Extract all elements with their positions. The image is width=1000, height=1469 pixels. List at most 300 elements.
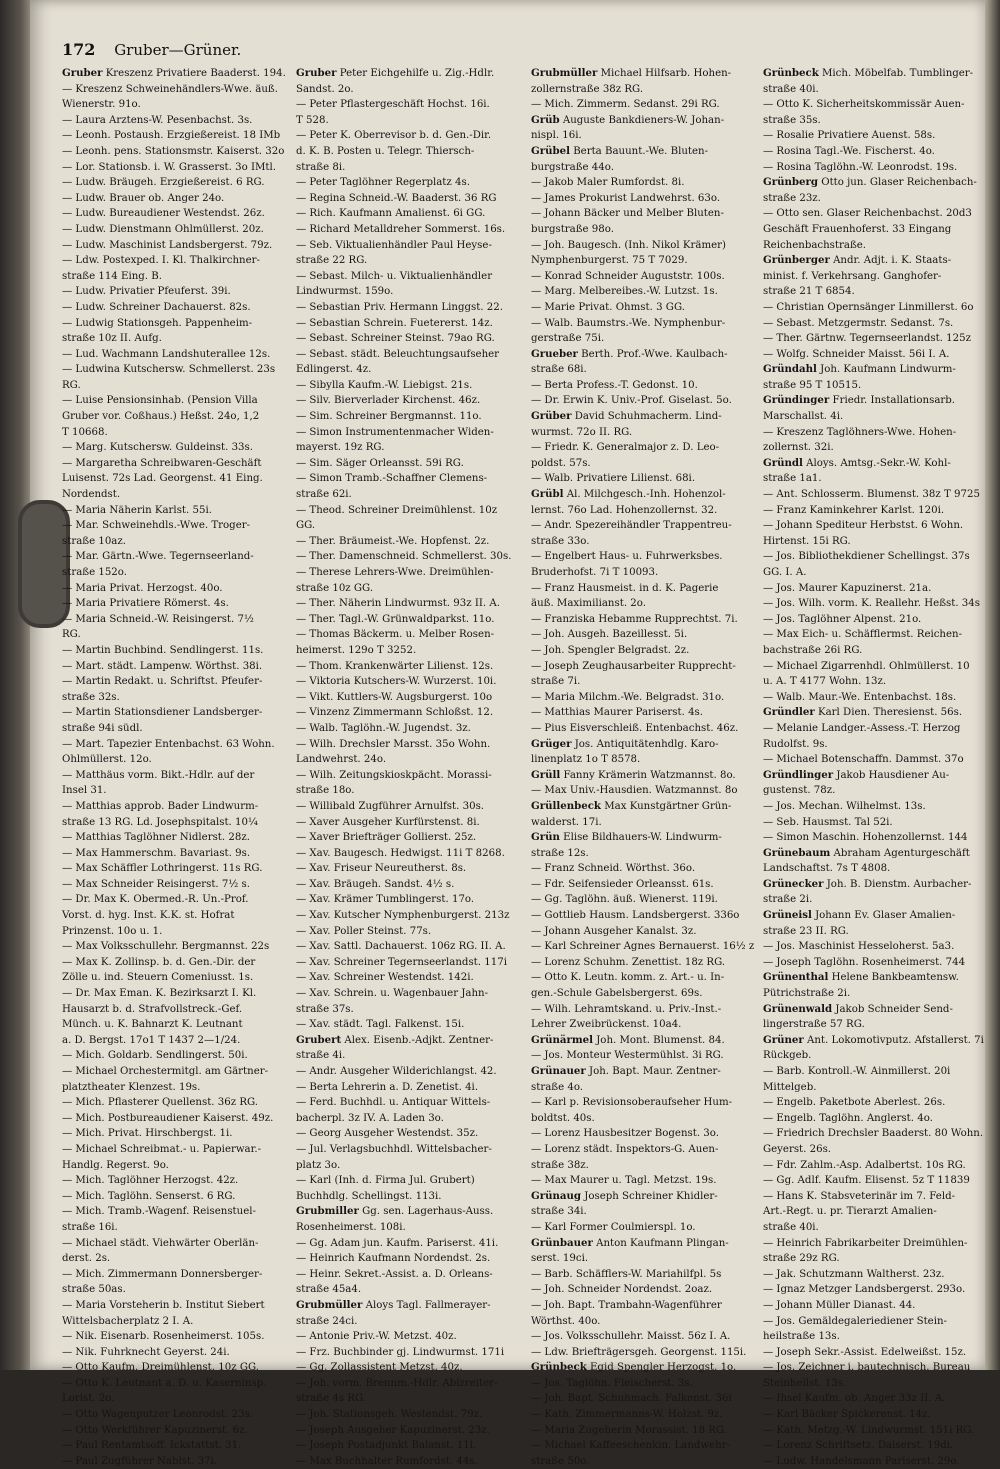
entry-text: — Karl Schreiner Agnes Bernauerst. 16½ z (531, 941, 755, 953)
entry-text: — Ludw. Maschinist Landsbergerst. 79z. (62, 239, 273, 251)
entry-text: — Michael Schreibmat.- u. Papierwar.- (62, 1143, 262, 1155)
directory-entry-line (763, 160, 978, 176)
directory-entry-line (296, 1423, 521, 1439)
entry-text: — Maria Privatiere Römerst. 4s. (62, 598, 229, 610)
directory-entry-line (62, 128, 287, 144)
directory-entry-line (763, 939, 978, 955)
entry-text: — Otto Kaufm. Dreimühlenst. 10z GG. (62, 1362, 259, 1374)
entry-text: — Engelb. Taglöhn. Anglerst. 4o. (763, 1112, 933, 1124)
directory-entry-line (531, 331, 756, 347)
surname-heading: Grünauer (531, 1065, 586, 1077)
directory-entry-line (296, 409, 521, 425)
directory-entry-line (62, 191, 287, 207)
entry-text: — Mart. städt. Lampenw. Wörthst. 38i. (62, 660, 263, 672)
directory-entry-line (296, 331, 521, 347)
directory-entry-line (531, 409, 756, 425)
directory-entry-line (296, 939, 521, 955)
directory-entry-line (62, 674, 287, 690)
directory-entry-line (531, 160, 756, 176)
directory-entry-line (531, 659, 756, 675)
directory-entry-line (62, 643, 287, 659)
directory-entry-line (62, 1002, 287, 1018)
entry-text: Johann Ev. Glaser Amalien- (811, 910, 956, 922)
entry-text: minist. f. Verkehrsang. Ganghofer- (763, 270, 942, 282)
entry-text: — Ihsel Kaufm. ob. Anger 33z II. A. (763, 1393, 946, 1405)
entry-text: Pütrichstraße 2i. (763, 988, 851, 1000)
directory-entry-line (531, 1438, 756, 1454)
directory-entry-line (763, 1282, 978, 1298)
directory-entry-line (531, 1298, 756, 1314)
entry-text: — Otto K. Leutnant a. D. u. Kaserninsp. (62, 1377, 267, 1389)
directory-entry-line (62, 955, 287, 971)
entry-text: Helene Bankbeamtensw. (828, 972, 959, 984)
entry-text: platztheater Klenzest. 19s. (62, 1081, 201, 1093)
entry-text: — Ther. Näherin Lindwurmst. 93z II. A. (296, 598, 500, 610)
directory-entry-line (296, 1360, 521, 1376)
entry-text: Anton Kaufmann Plingan- (592, 1237, 729, 1249)
directory-entry-line (763, 1329, 978, 1345)
directory-entry-line (62, 144, 287, 160)
entry-text: — Lud. Wachmann Landshuterallee 12s. (62, 348, 271, 360)
directory-entry-line (531, 456, 756, 472)
entry-text: — Engelb. Paketbote Aberlest. 26s. (763, 1097, 946, 1109)
directory-entry-line (531, 1220, 756, 1236)
directory-entry-line (763, 238, 978, 254)
surname-heading: Grünärmel (531, 1033, 593, 1046)
entry-text: — Max Eich- u. Schäfflermst. Reichen- (763, 629, 963, 641)
entry-text: — Thom. Krankenwärter Lilienst. 12s. (296, 660, 494, 672)
directory-entry-line (763, 768, 978, 784)
entry-text: Aloys Tagl. Fallmerayer- (362, 1299, 491, 1311)
directory-entry-line (62, 160, 287, 176)
directory-entry-line (296, 269, 521, 285)
entry-text: gen.-Schule Gabelsbergerst. 69s. (531, 988, 703, 1000)
entry-text: Mich. Möbelfab. Tumblinger- (818, 68, 974, 79)
directory-entry-line (296, 378, 521, 394)
page-edge-right (985, 0, 1000, 1370)
directory-column-2 (296, 66, 521, 1467)
directory-entry-line (296, 1298, 521, 1314)
entry-text: straße 62i. (296, 489, 352, 501)
directory-entry-line (531, 1064, 756, 1080)
directory-entry-line (531, 1236, 756, 1252)
entry-text: David Schuhmacherm. Lind- (571, 411, 722, 423)
directory-entry-line (763, 815, 978, 831)
directory-entry-line (531, 191, 756, 207)
entry-text: d. K. B. Posten u. Telegr. Thiersch- (296, 145, 475, 157)
entry-text: straße 16i. (62, 1221, 118, 1233)
directory-entry-line (296, 1111, 521, 1127)
entry-text: — Ant. Schlosserm. Blumenst. 38z T 9725 (763, 489, 980, 501)
entry-text: — Xav. Sattl. Dachauerst. 106z RG. II. A. (296, 941, 506, 953)
entry-text: Wörthst. 40o. (531, 1315, 601, 1327)
directory-entry-line (62, 846, 287, 862)
entry-text: — Margaretha Schreibwaren-Geschäft (62, 457, 262, 469)
directory-entry-line (296, 206, 521, 222)
entry-text: straße 18o. (296, 785, 355, 797)
directory-entry-line (763, 643, 978, 659)
entry-text: Nordendst. (62, 489, 121, 501)
entry-text: straße 29z RG. (763, 1253, 840, 1265)
directory-entry-line (763, 316, 978, 332)
directory-entry-line (296, 97, 521, 113)
directory-entry-line (62, 908, 287, 924)
directory-entry-line (296, 690, 521, 706)
directory-entry-line (62, 1267, 287, 1283)
directory-entry-line (62, 877, 287, 893)
entry-text: — Kreszenz Taglöhners-Wwe. Hohen- (763, 426, 957, 438)
entry-text: — Mich. Privat. Hirschbergst. 1i. (62, 1128, 233, 1140)
directory-column-4 (763, 66, 984, 1467)
entry-text: — Xav. Baugesch. Hedwigst. 11i T 8268. (296, 847, 505, 859)
surname-heading: Grubmüller (296, 1298, 363, 1311)
entry-text: — Xav. Kutscher Nymphenburgerst. 213z (296, 910, 510, 922)
entry-text: Otto jun. Glaser Reichenbach- (817, 177, 977, 189)
entry-text: — Paul Rentamtsoff. Ickstattst. 31. (62, 1440, 242, 1452)
entry-text: — Johann Bäcker und Melber Bluten- (531, 208, 724, 220)
directory-entry-line (296, 1048, 521, 1064)
entry-text: Rudolfst. 9s. (763, 738, 828, 750)
directory-entry-line (62, 534, 287, 550)
entry-text: — Leonh. Postaush. Erzgießereist. 18 IMb (62, 130, 281, 142)
entry-text: Joseph Schreiner Khidler- (581, 1190, 718, 1202)
entry-text: — Otto Werkführer Kapuzinerst. 6z. (62, 1424, 248, 1436)
entry-text: — Joseph Taglöhn. Rosenheimerst. 744 (763, 956, 966, 968)
directory-entry-line (296, 316, 521, 332)
entry-text: — Xav. Schreiner Tegernseerlandst. 117i (296, 956, 507, 968)
entry-text: straße 13 RG. Ld. Josephspitalst. 10¼ (62, 816, 258, 828)
entry-text: — Vinzenz Zimmermann Schloßst. 12. (296, 707, 494, 719)
directory-entry-line (531, 643, 756, 659)
entry-text: Marschallst. 4i. (763, 411, 844, 423)
directory-entry-line (296, 456, 521, 472)
directory-entry-line (296, 783, 521, 799)
directory-entry-line (763, 1173, 978, 1189)
entry-text: — Walb. Baumstrs.-We. Nymphenbur- (531, 317, 726, 329)
directory-entry-line (62, 238, 287, 254)
surname-heading: Gründl (763, 456, 803, 469)
entry-text: gerstraße 75i. (531, 333, 605, 345)
entry-text: — Joseph Postadjunkt Balanst. 11i. (296, 1440, 477, 1452)
directory-entry-line (763, 924, 978, 940)
directory-entry-line (62, 1111, 287, 1127)
surname-heading: Grünbeck (531, 1361, 587, 1374)
book-spine-edge (0, 0, 30, 1370)
entry-text: — Fdr. Zahlm.-Asp. Adalbertst. 10s RG. (763, 1159, 966, 1171)
entry-text: — Otto Wagenputzer Leonrodst. 23s. (62, 1409, 254, 1421)
entry-text: — Rich. Kaufmann Amalienst. 6i GG. (296, 208, 486, 220)
entry-text: — Martin Redakt. u. Schriftst. Pfeufer- (62, 676, 263, 688)
entry-text: Fanny Krämerin Watzmannst. 8o. (560, 769, 736, 781)
page-number: 172 (62, 40, 96, 59)
directory-entry-line (763, 986, 978, 1002)
directory-entry-line (62, 1158, 287, 1174)
directory-entry-line (763, 425, 978, 441)
entry-text: Michael Hilfsarb. Hohen- (597, 68, 732, 79)
entry-text: Joh. Mont. Blumenst. 84. (592, 1034, 725, 1046)
entry-text: linenplatz 1o T 8578. (531, 754, 641, 766)
directory-entry-line (763, 908, 978, 924)
entry-text: Hirtenst. 15i RG. (763, 535, 851, 547)
running-header (62, 40, 241, 60)
entry-text: Hausarzt b. d. Strafvollstreck.-Gef. (62, 1003, 243, 1015)
surname-heading: Grueber (531, 347, 578, 360)
entry-text: — Max Univ.-Hausdien. Watzmannst. 8o (531, 785, 738, 797)
surname-heading: Grünecker (763, 877, 824, 890)
entry-text: Auguste Bankdieners-W. Johan- (559, 114, 725, 126)
entry-text: — Xav. Krämer Tumblingerst. 17o. (296, 894, 475, 906)
entry-text: u. A. T 4177 Wohn. 13z. (763, 676, 887, 688)
directory-entry-line (62, 1345, 287, 1361)
directory-entry-line (296, 160, 521, 176)
entry-text: — Walb. Privatiere Lilienst. 68i. (531, 473, 696, 485)
entry-text: nispl. 16i. (531, 130, 582, 142)
directory-entry-line (62, 1220, 287, 1236)
entry-text: — Mich. Taglöhn. Senserst. 6 RG. (62, 1190, 236, 1202)
directory-entry-line (62, 1391, 287, 1407)
directory-entry-line (763, 269, 978, 285)
entry-text: poldst. 57s. (531, 457, 591, 469)
directory-entry-line (531, 612, 756, 628)
entry-text: — Christian Opernsänger Linmillerst. 6o (763, 301, 974, 313)
directory-entry-line (296, 1267, 521, 1283)
entry-text: Wienerstr. 91o. (62, 99, 141, 111)
entry-text: — Simon Instrumentenmacher Widen- (296, 426, 494, 438)
surname-heading: Grünberger (763, 254, 830, 267)
entry-text: — Pius Eisverschleiß. Entenbachst. 46z. (531, 722, 739, 734)
entry-text: — Karl p. Revisionsoberaufseher Hum- (531, 1097, 733, 1109)
directory-entry-line (296, 924, 521, 940)
directory-entry-line (296, 799, 521, 815)
entry-text: — Johann Ausgeher Kanalst. 3z. (531, 925, 697, 937)
entry-text: — Michael Botenschaffn. Dammst. 37o (763, 754, 964, 766)
entry-text: — Rosina Taglöhn.-W. Leonrodst. 19s. (763, 161, 958, 173)
directory-entry-line (62, 471, 287, 487)
directory-entry-line (531, 393, 756, 409)
entry-text: — Johann Müller Dianast. 44. (763, 1299, 916, 1311)
entry-text: Buchhdlg. Schellingst. 113i. (296, 1190, 442, 1202)
entry-text: — Ldw. Postexped. I. Kl. Thalkirchner- (62, 255, 260, 267)
directory-entry-line (296, 425, 521, 441)
surname-heading: Grünebaum (763, 846, 831, 859)
entry-text: GG. (296, 520, 316, 532)
directory-entry-line (531, 1111, 756, 1127)
directory-entry-line (531, 1267, 756, 1283)
directory-entry-line (531, 1360, 756, 1376)
entry-text: — Richard Metalldreher Sommerst. 16s. (296, 223, 506, 235)
entry-text: straße 50as. (62, 1284, 126, 1296)
entry-text: — Max K. Zollinsp. b. d. Gen.-Dir. der (62, 956, 256, 968)
directory-entry-line (62, 1173, 287, 1189)
entry-text: Abraham Agenturgeschäft (830, 847, 970, 859)
directory-entry-line (531, 627, 756, 643)
entry-text: — Ludw. Brauer ob. Anger 24o. (62, 192, 225, 204)
directory-entry-line (62, 1189, 287, 1205)
directory-entry-line (296, 674, 521, 690)
entry-text: straße 35s. (763, 114, 821, 126)
entry-text: — Joseph Sekr.-Assist. Edelweißst. 15z. (763, 1346, 967, 1358)
entry-text: — Franz Schneid. Wörthst. 36o. (531, 863, 696, 875)
entry-text: straße 22 RG. (296, 255, 368, 267)
directory-entry-line (296, 1095, 521, 1111)
directory-entry-line (763, 503, 978, 519)
directory-entry-line (763, 1236, 978, 1252)
entry-text: — Matthias Taglöhner Nidlerst. 28z. (62, 832, 250, 844)
directory-entry-line (296, 82, 521, 98)
directory-entry-line (763, 347, 978, 363)
directory-entry-line (296, 534, 521, 550)
entry-text: — Jul. Verlagsbuchhdl. Wittelsbacher- (296, 1143, 492, 1155)
entry-text: — James Prokurist Landwehrst. 63o. (531, 192, 721, 204)
directory-entry-line (296, 1017, 521, 1033)
directory-entry-line (531, 1033, 756, 1049)
directory-entry-line (296, 830, 521, 846)
entry-text: heilstraße 13s. (763, 1331, 840, 1343)
entry-text: — Heinrich Fabrikarbeiter Dreimühlen- (763, 1237, 968, 1249)
entry-text: — Seb. Hausmst. Tal 52i. (763, 816, 893, 828)
entry-text: — Otto K. Leutn. komm. z. Art.- u. In- (531, 972, 725, 984)
surname-heading: Grubert (296, 1033, 342, 1046)
directory-entry-line (531, 768, 756, 784)
directory-entry-line (62, 1048, 287, 1064)
directory-entry-line (531, 1251, 756, 1267)
directory-entry-line (296, 518, 521, 534)
entry-text: Nymphenburgerst. 75 T 7029. (531, 255, 688, 267)
directory-entry-line (763, 752, 978, 768)
directory-entry-line (763, 596, 978, 612)
directory-entry-line (296, 768, 521, 784)
entry-text: — Ldw. Briefträgersgeh. Georgenst. 115i. (531, 1346, 747, 1358)
surname-heading: Grünberg (763, 176, 818, 189)
surname-heading: Gruber (296, 67, 337, 79)
directory-entry-line (62, 737, 287, 753)
entry-text: — Franziska Hebamme Rupprechtst. 7i. (531, 613, 738, 625)
directory-entry-line (531, 347, 756, 363)
directory-entry-line (296, 471, 521, 487)
entry-text: Vorst. d. hyg. Inst. K.K. st. Hofrat (62, 910, 235, 922)
entry-text: — Ther. Bräumeist.-We. Hopfenst. 2z. (296, 535, 490, 547)
entry-text: — Andr. Ausgeher Wilderichlangst. 42. (296, 1066, 497, 1077)
directory-entry-line (763, 409, 978, 425)
directory-entry-line (763, 1407, 978, 1423)
directory-entry-line (531, 1048, 756, 1064)
entry-text: — Jakob Maler Rumfordst. 8i. (531, 177, 685, 189)
directory-entry-line (763, 300, 978, 316)
directory-entry-line (763, 1267, 978, 1283)
directory-entry-line (531, 581, 756, 597)
entry-text: — Jos. Gemäldegaleriediener Stein- (763, 1315, 947, 1327)
entry-text: burgstraße 44o. (531, 161, 614, 173)
directory-entry-line (296, 1002, 521, 1018)
surname-heading: Grübl (531, 488, 564, 501)
entry-text: straße 4o. (531, 1081, 584, 1093)
directory-entry-line (296, 1173, 521, 1189)
entry-text: Ohlmüllerst. 12o. (62, 754, 152, 766)
entry-text: — Ther. Damenschneid. Schmellerst. 30s. (296, 551, 512, 563)
directory-entry-line (62, 705, 287, 721)
directory-entry-line (531, 284, 756, 300)
directory-entry-line (763, 565, 978, 581)
entry-text: — Sebastian Schrein. Fuetererst. 14z. (296, 317, 493, 329)
entry-text: — Therese Lehrers-Wwe. Dreimühlen- (296, 567, 494, 578)
entry-text: — Jos. Mechan. Wilhelmst. 13s. (763, 800, 926, 812)
surname-heading: Grüll (531, 768, 561, 781)
directory-entry-line (531, 1173, 756, 1189)
entry-text: Gg. sen. Lagerhaus-Auss. (358, 1206, 494, 1218)
entry-text: — Mart. Tapezier Entenbachst. 63 Wohn. (62, 738, 275, 750)
directory-entry-line (62, 721, 287, 737)
directory-entry-line (62, 1298, 287, 1314)
entry-text: — Paul Zugführer Nablst. 37i. (62, 1455, 218, 1467)
entry-text: Mittelgeb. (763, 1081, 817, 1093)
entry-text: straße 50o. (531, 1455, 590, 1467)
entry-text: — Sim. Schreiner Bergmannst. 11o. (296, 411, 482, 423)
entry-text: — Gg. Adam jun. Kaufm. Pariserst. 41i. (296, 1237, 499, 1249)
directory-entry-line (62, 1360, 287, 1376)
directory-entry-line (763, 471, 978, 487)
entry-text: — Gg. Adlf. Kaufm. Elisenst. 5z T 11839 (763, 1175, 970, 1187)
directory-entry-line (62, 440, 287, 456)
directory-entry-line (531, 752, 756, 768)
entry-text: — Gg. Zollassistent Metzst. 40z. (296, 1362, 463, 1374)
entry-text: straße 68i. (531, 364, 587, 376)
entry-text: — Sebast. Milch- u. Viktualienhändler (296, 270, 493, 282)
directory-entry-line (62, 1064, 287, 1080)
directory-entry-line (296, 1282, 521, 1298)
directory-entry-line (296, 908, 521, 924)
directory-entry-line (62, 939, 287, 955)
directory-entry-line (531, 534, 756, 550)
directory-entry-line (62, 815, 287, 831)
directory-entry-line (62, 768, 287, 784)
directory-entry-line (296, 1126, 521, 1142)
directory-entry-line (296, 487, 521, 503)
entry-text: — Joh. Baugesch. (Inh. Nikol Krämer) (531, 239, 726, 251)
directory-entry-line (763, 705, 978, 721)
directory-entry-line (296, 1064, 521, 1080)
entry-text: — Lor. Stationsb. i. W. Grasserst. 3o IMtl. (62, 161, 277, 173)
entry-text: — Matthäus vorm. Bikt.-Hdlr. auf der (62, 769, 255, 781)
entry-text: zollernst. 32i. (763, 442, 834, 454)
entry-text: derst. 2s. (62, 1253, 111, 1265)
entry-text: — Georg Ausgeher Westendst. 35z. (296, 1128, 479, 1140)
directory-entry-line (62, 1126, 287, 1142)
entry-text: — Michael Orchestermitgl. am Gärtner- (62, 1066, 269, 1077)
directory-entry-line (296, 861, 521, 877)
directory-entry-line (296, 300, 521, 316)
entry-text: Rosenheimerst. 108i. (296, 1221, 406, 1233)
entry-text: straße 40i. (763, 83, 819, 95)
entry-text: Prinzenst. 10o u. 1. (62, 925, 163, 937)
entry-text: — Jos. Bibliothekdiener Schellingst. 37s (763, 551, 970, 563)
directory-entry-line (531, 1126, 756, 1142)
entry-text: — Max Schneider Reisingerst. 7½ s. (62, 878, 250, 890)
directory-entry-line (62, 113, 287, 129)
entry-text: — Karl Former Coulmierspl. 1o. (531, 1221, 696, 1233)
directory-entry-line (62, 1376, 287, 1392)
surname-heading: Grüner (763, 1033, 804, 1046)
entry-text: Lehrer Zweibrückenst. 10a4. (531, 1019, 682, 1031)
directory-entry-line (531, 970, 756, 986)
entry-text: Zölle u. ind. Steuern Comeniusst. 1s. (62, 972, 254, 984)
directory-entry-line (763, 581, 978, 597)
directory-entry-line (531, 1423, 756, 1439)
entry-text: — Maria Milchm.-We. Belgradst. 31o. (531, 691, 725, 703)
entry-text: — Walb. Taglöhn.-W. Jugendst. 3z. (296, 722, 471, 734)
directory-entry-line (763, 1376, 978, 1392)
directory-entry-line (763, 113, 978, 129)
entry-text: Peter Eichgehilfe u. Zig.-Hdlr. (336, 68, 495, 79)
